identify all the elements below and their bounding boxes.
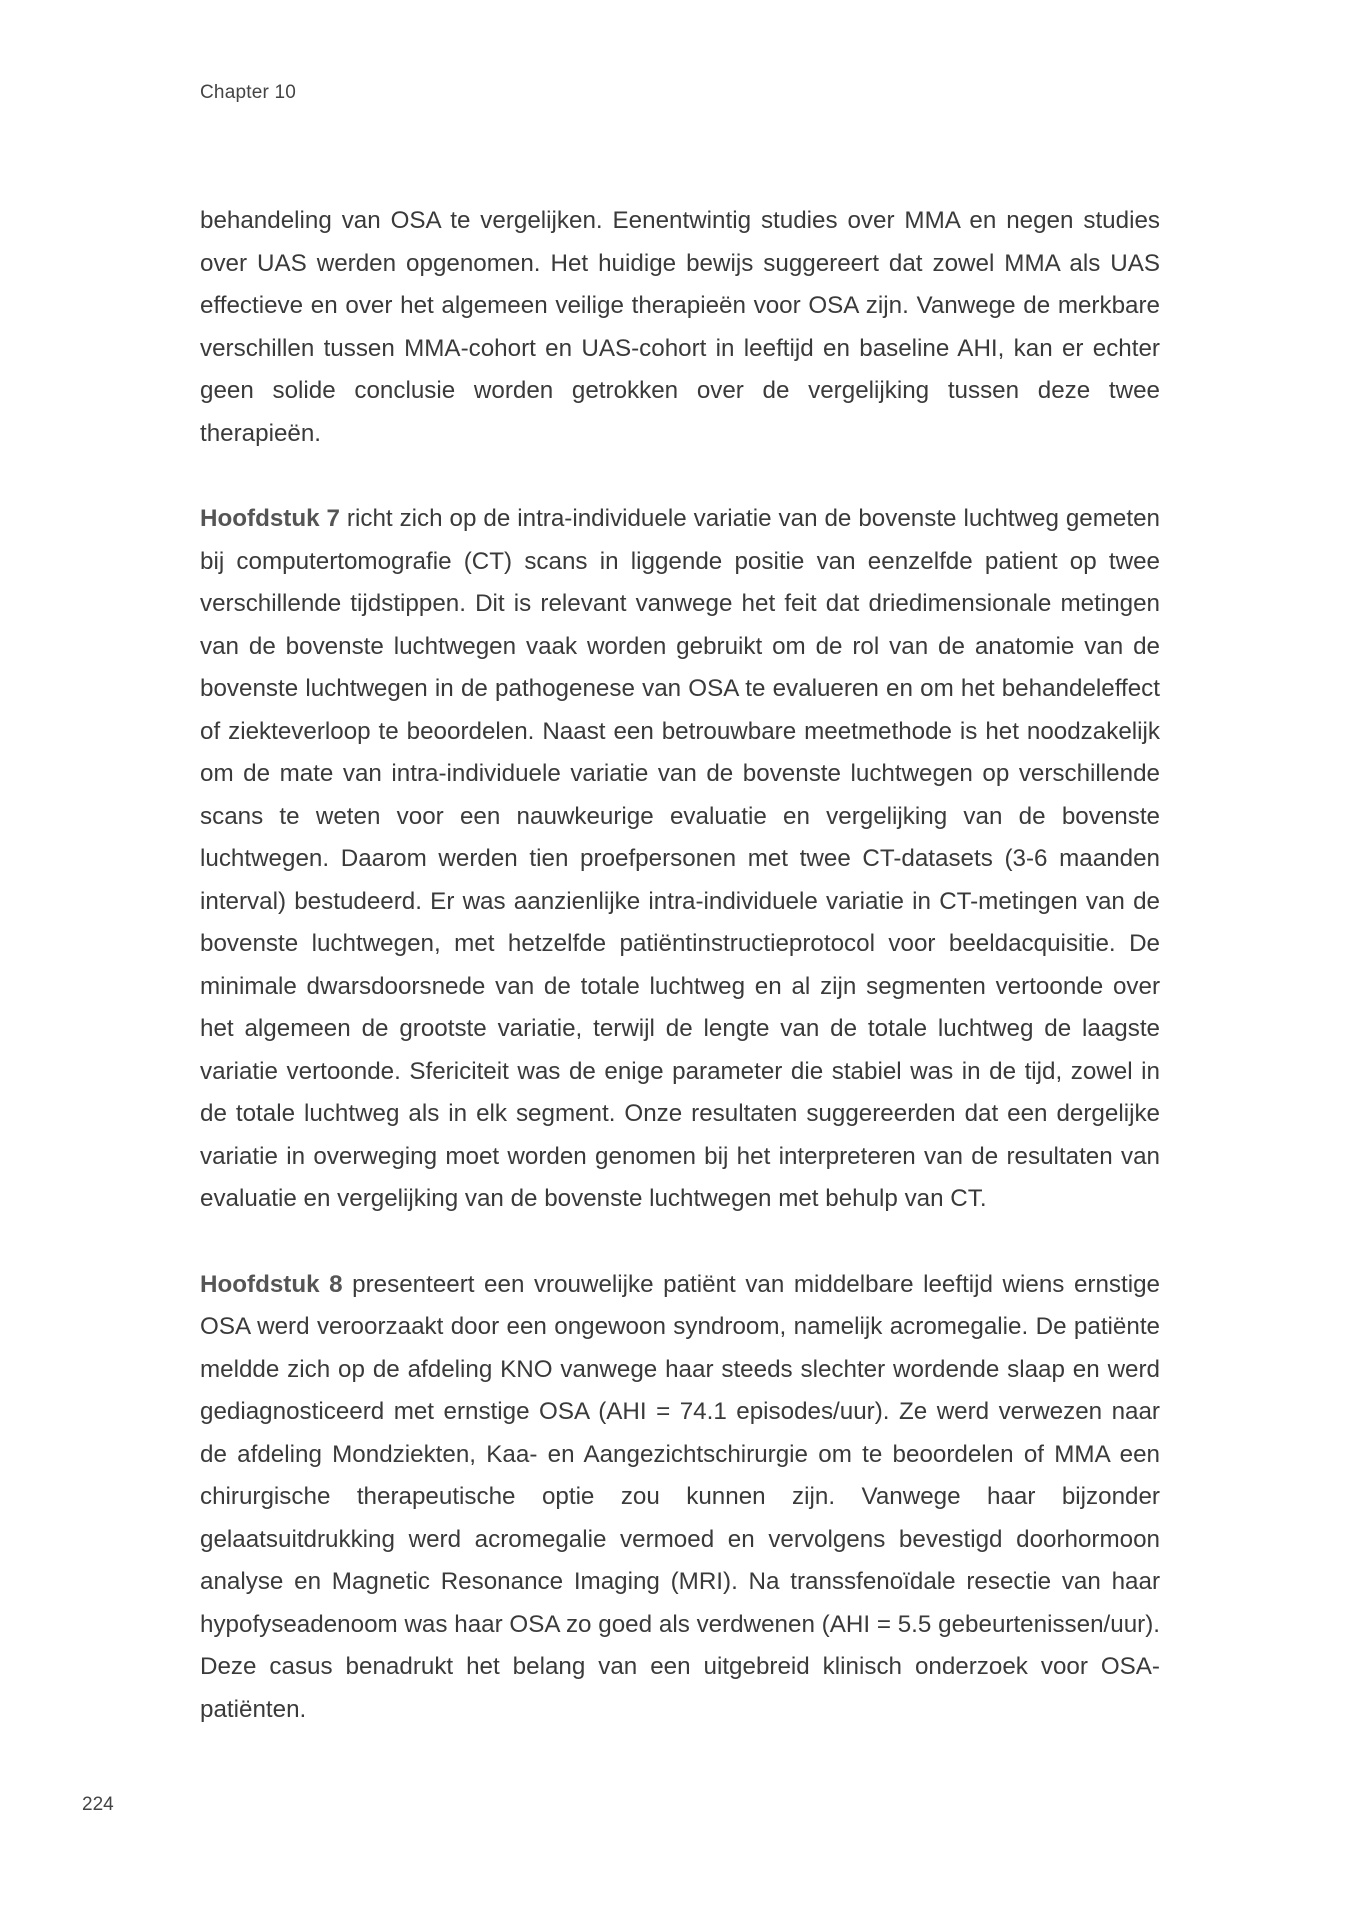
running-header: Chapter 10	[200, 82, 297, 103]
chapter-7-lead: Hoofdstuk 7	[200, 505, 340, 532]
page-number: 224	[82, 1794, 114, 1815]
paragraph-text: behandeling van OSA te vergelijken. Eenentwintig studies over MMA en negen studies over UAS werden opgenomen. Het huidige bewijs suggereert dat zowel MMA als UAS effectieve en over het algemeen veilige therapieën voor OSA zijn. Vanwege de merkbare verschillen tussen MMA-cohort en UAS-cohort in leeftijd en baseline AHI, kan er echter geen solide conclusie worden getrokken over de vergelijking tussen deze twee therapieën.	[200, 207, 1160, 447]
paragraph-chapter-8-summary	[200, 1264, 1160, 1732]
chapter-8-lead: Hoofdstuk 8	[200, 1270, 343, 1298]
paragraph-text: presenteert een vrouwelijke patiënt van middelbare leeftijd wiens ernstige OSA werd veroorzaakt door een ongewoon syndroom, namelijk acromegalie. De patiënte meldde zich op de afdeling KNO vanwege haar steeds slechter wordende slaap en werd gediagnosticeerd met ernstige OSA (AHI = 74.1 episodes/uur). Ze werd verwezen naar de afdeling Mondziekten, Kaa- en Aangezichtschirurgie om te beoordelen of MMA een chirurgische therapeutische optie zou kunnen zijn. Vanwege haar bijzonder gelaatsuitdrukking werd acromegalie vermoed en vervolgens bevestigd doorhormoon analyse en Magnetic Resonance Imaging (MRI). Na transsfenoïdale resectie van haar hypofyseadenoom was haar OSA zo goed als verdwenen (AHI = 5.5 gebeurtenissen/uur). Deze casus benadrukt het belang van een uitgebreid klinisch onderzoek voor OSA-patiënten.	[200, 1270, 1160, 1723]
paragraph-text: richt zich op de intra-individuele variatie van de bovenste luchtweg gemeten bij computertomografie (CT) scans in liggende positie van eenzelfde patient op twee verschillende tijdstippen. Dit is relevant vanwege het feit dat driedimensionale metingen van de bovenste luchtwegen vaak worden gebruikt om de rol van de anatomie van de bovenste luchtwegen in de pathogenese van OSA te evalueren en om het behandeleffect of ziekteverloop te beoordelen. Naast een betrouwbare meetmethode is het noodzakelijk om de mate van intra-individuele variatie van de bovenste luchtwegen op verschillende scans te weten voor een nauwkeurige evaluatie en vergelijking van de bovenste luchtwegen. Daarom werden tien proefpersonen met twee CT-datasets (3-6 maanden interval) bestudeerd. Er was aanzienlijke intra-individuele variatie in CT-metingen van de bovenste luchtwegen, met hetzelfde patiëntinstructieprotocol voor beeldacquisitie. De minimale dwarsdoorsnede van de totale luchtweg en al zijn segmenten vertoonde over het algemeen de grootste variatie, terwijl de lengte van de totale luchtweg de laagste variatie vertoonde. Sfericiteit was de enige parameter die stabiel was in de tijd, zowel in de totale luchtweg als in elk segment. Onze resultaten suggereerden dat een dergelijke variatie in overweging moet worden genomen bij het interpreteren van de resultaten van evaluatie en vergelijking van de bovenste luchtwegen met behulp van CT.	[200, 505, 1160, 1212]
paragraph-chapter-7-summary	[200, 498, 1160, 1221]
body-text	[200, 200, 1160, 1774]
paragraph-chapter-6-summary	[200, 200, 1160, 455]
